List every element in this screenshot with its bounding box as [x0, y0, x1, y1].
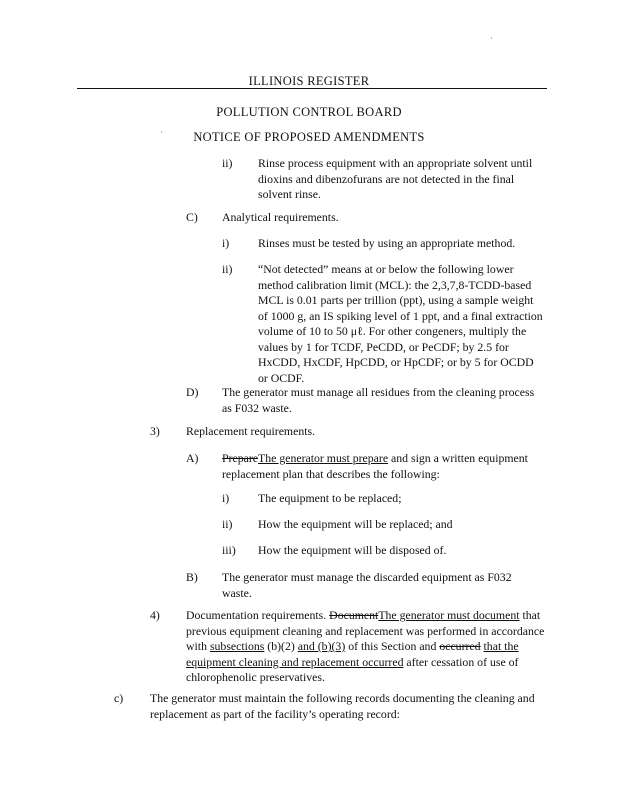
- board-title: POLLUTION CONTROL BOARD: [216, 105, 402, 119]
- item-marker: c): [114, 691, 124, 705]
- deleted-text: occurred: [439, 639, 481, 653]
- item-marker: ii): [222, 156, 233, 170]
- deleted-text: Document: [329, 608, 379, 622]
- item-marker: i): [222, 491, 230, 505]
- item-marker: A): [186, 451, 199, 465]
- inserted-text: and (b)(3): [297, 639, 346, 653]
- replacement-heading: Replacement requirements.: [186, 424, 316, 438]
- item-marker: D): [186, 385, 199, 399]
- scan-speck: ·: [490, 34, 493, 43]
- inserted-text: that the equipment cleaning and replacement occurred: [186, 639, 519, 669]
- rinse-test-paragraph: Rinses must be tested by using an appropriate method.: [258, 236, 516, 250]
- list-item: The equipment to be replaced;: [258, 491, 402, 505]
- item-marker: ii): [222, 517, 233, 531]
- deleted-text: Prepare: [222, 451, 259, 465]
- residues-paragraph: The generator must manage all residues from the cleaning process as F032 waste.: [222, 385, 535, 415]
- inserted-text: The generator must document: [378, 608, 520, 622]
- scan-speck: ·: [160, 128, 163, 137]
- list-item: How the equipment will be disposed of.: [258, 543, 447, 557]
- item-marker: i): [222, 236, 230, 250]
- not-detected-paragraph: “Not detected” means at or below the following lower method calibration limit (MCL): the 2,3,7,8-TCDD-based MCL is 0.01 parts per trillion (ppt), using a sample weight of 1000 g, an IS spiking level of 1 ppt, and a final extraction volume of 10 to 50 μℓ. For other congeners, multiply the values by 1 for TCDF, PeCDD, or PeCDF; by 2.5 for HxCDD, HxCDF, HpCDD, or HpCDF; or by 5 for OCDD or OCDF.: [258, 262, 543, 385]
- inserted-text: subsections: [209, 639, 265, 653]
- item-marker: B): [186, 570, 198, 584]
- item-marker: ii): [222, 262, 233, 276]
- notice-title: NOTICE OF PROPOSED AMENDMENTS: [193, 130, 425, 144]
- discarded-equipment-paragraph: The generator must manage the discarded equipment as F032 waste.: [222, 570, 512, 600]
- documentation-paragraph: Documentation requirements. DocumentThe generator must document that previous equipment cleaning and replacement was performed in accordance with subsections (b)(2) and (b)(3) of this Section and occurred that the equipment cleaning and replacement occurred after cessation of use of chlorophenolic preservatives.: [186, 608, 545, 684]
- register-title: ILLINOIS REGISTER: [248, 74, 370, 88]
- records-paragraph: The generator must maintain the following records documenting the cleaning and replacement as part of the facility’s operating record:: [150, 691, 535, 721]
- item-marker: C): [186, 210, 198, 224]
- inserted-text: The generator must prepare: [258, 451, 389, 465]
- rinse-paragraph: Rinse process equipment with an appropriate solvent until dioxins and dibenzofurans are not detected in the final solvent rinse.: [258, 156, 533, 201]
- item-marker: 4): [150, 608, 160, 622]
- header-rule: [77, 88, 547, 89]
- replacement-plan-paragraph: PrepareThe generator must prepare and sign a written equipment replacement plan that describes the following:: [222, 451, 528, 481]
- item-marker: 3): [150, 424, 160, 438]
- analytical-heading: Analytical requirements.: [222, 210, 339, 224]
- item-marker: iii): [222, 543, 236, 557]
- list-item: How the equipment will be replaced; and: [258, 517, 453, 531]
